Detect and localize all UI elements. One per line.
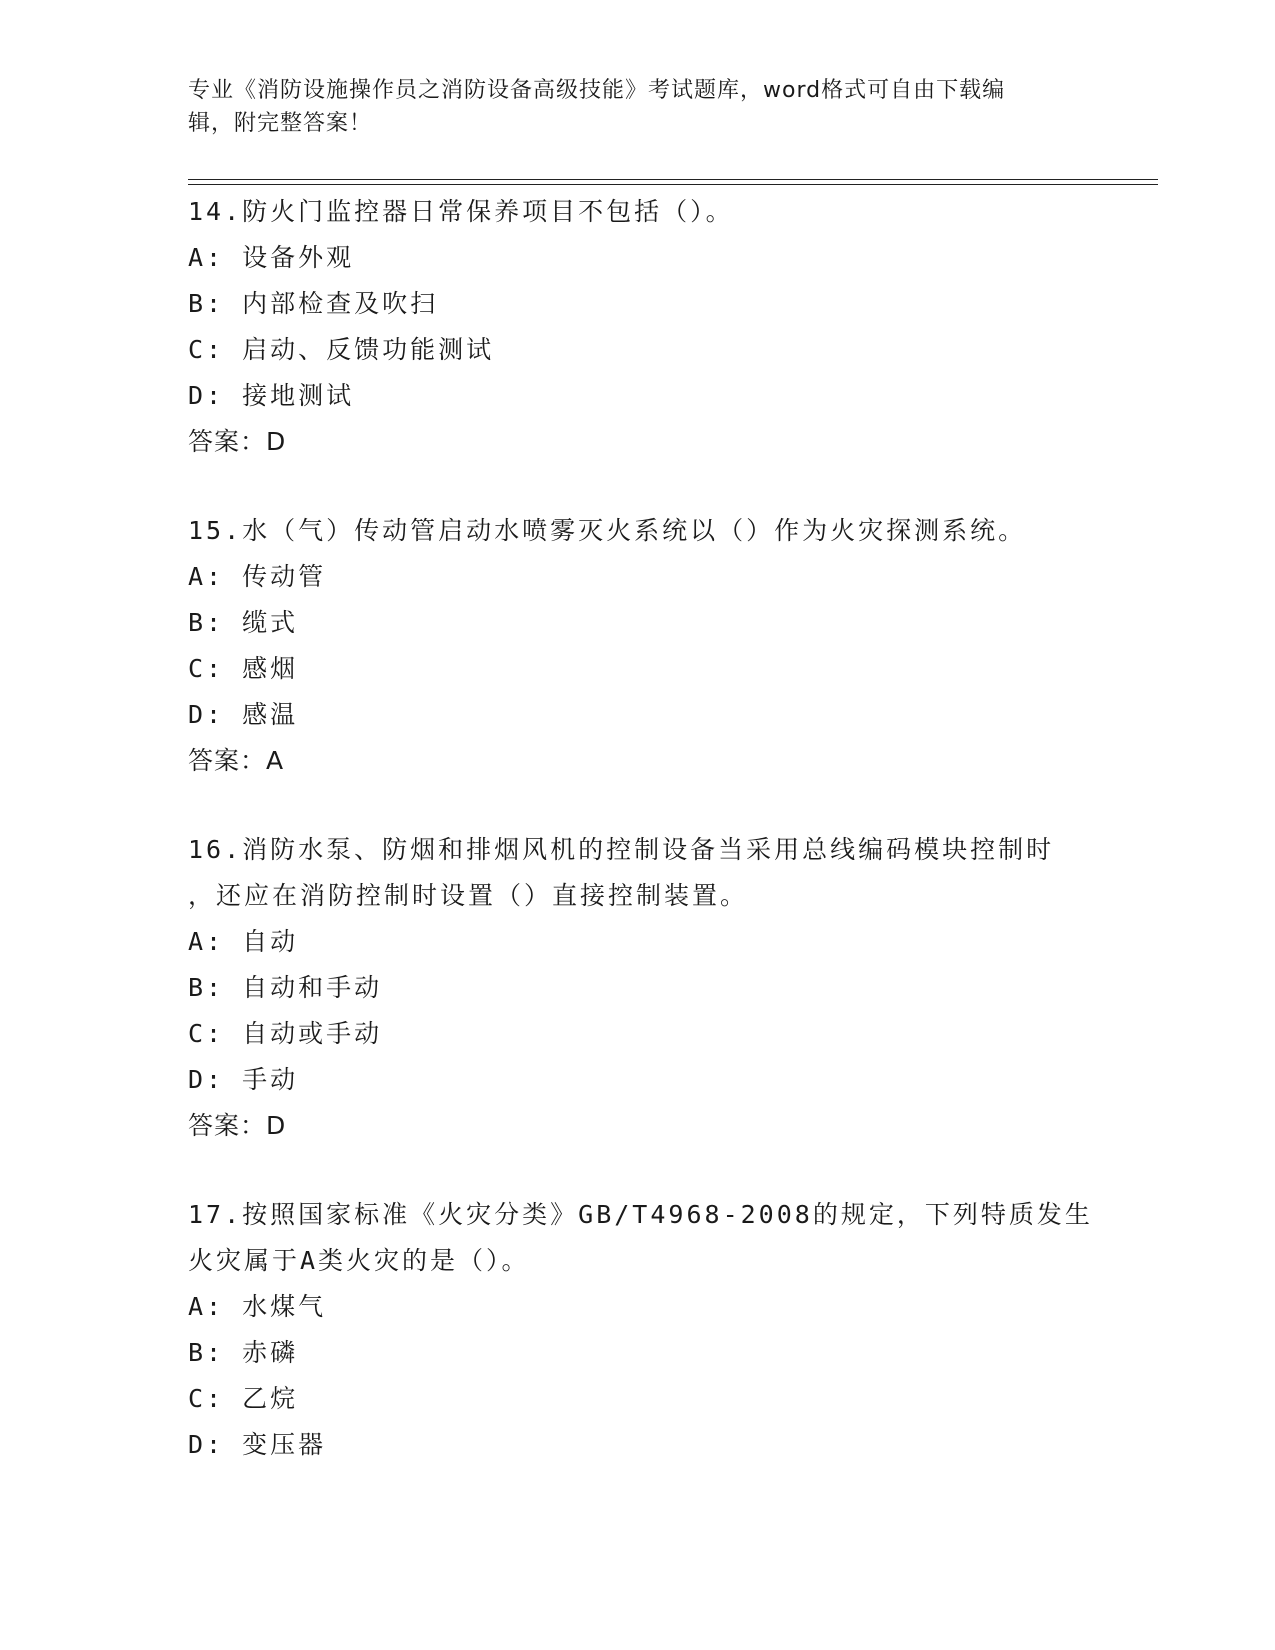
- option-a: A: 水煤气: [188, 1292, 327, 1321]
- answer: 答案：D: [188, 1111, 287, 1140]
- question-list: [188, 189, 1093, 1511]
- option-c: C: 启动、反馈功能测试: [188, 335, 495, 364]
- option-b: B: 自动和手动: [188, 973, 383, 1002]
- header-divider-bottom: [188, 184, 1158, 185]
- option-a: A: 传动管: [188, 562, 327, 591]
- option-d: D: 接地测试: [188, 381, 355, 410]
- header-line-1: 专业《消防设施操作员之消防设备高级技能》考试题库，word格式可自由下载编: [188, 78, 1006, 103]
- option-c: C: 乙烷: [188, 1384, 299, 1413]
- header-line-2: 辑，附完整答案！: [188, 111, 373, 136]
- option-b: B: 缆式: [188, 608, 299, 637]
- answer: 答案：A: [188, 746, 285, 775]
- question-text: 15.水（气）传动管启动水喷雾灭火系统以（）作为火灾探测系统。: [188, 516, 1027, 545]
- answer: 答案：D: [188, 427, 287, 456]
- option-a: A: 自动: [188, 927, 299, 956]
- question-14: [188, 189, 1088, 465]
- question-text-line-1: 17.按照国家标准《火灾分类》GB/T4968-2008的规定，下列特质发生: [188, 1200, 1093, 1229]
- option-b: B: 内部检查及吹扫: [188, 289, 439, 318]
- option-d: D: 变压器: [188, 1430, 327, 1459]
- question-text-line-2: 火灾属于A类火灾的是（）。: [188, 1246, 530, 1275]
- question-text: 14.防火门监控器日常保养项目不包括（）。: [188, 197, 734, 226]
- question-text-line-2: ，还应在消防控制时设置（）直接控制装置。: [188, 881, 749, 910]
- document-header: [188, 74, 1078, 140]
- question-16: [188, 827, 1088, 1149]
- question-15: [188, 508, 1088, 784]
- option-c: C: 自动或手动: [188, 1019, 383, 1048]
- option-c: C: 感烟: [188, 654, 299, 683]
- question-17: [188, 1192, 1093, 1468]
- option-b: B: 赤磷: [188, 1338, 299, 1367]
- option-d: D: 感温: [188, 700, 299, 729]
- question-text-line-1: 16.消防水泵、防烟和排烟风机的控制设备当采用总线编码模块控制时: [188, 835, 1055, 864]
- option-d: D: 手动: [188, 1065, 299, 1094]
- option-a: A: 设备外观: [188, 243, 355, 272]
- header-divider-top: [188, 179, 1158, 180]
